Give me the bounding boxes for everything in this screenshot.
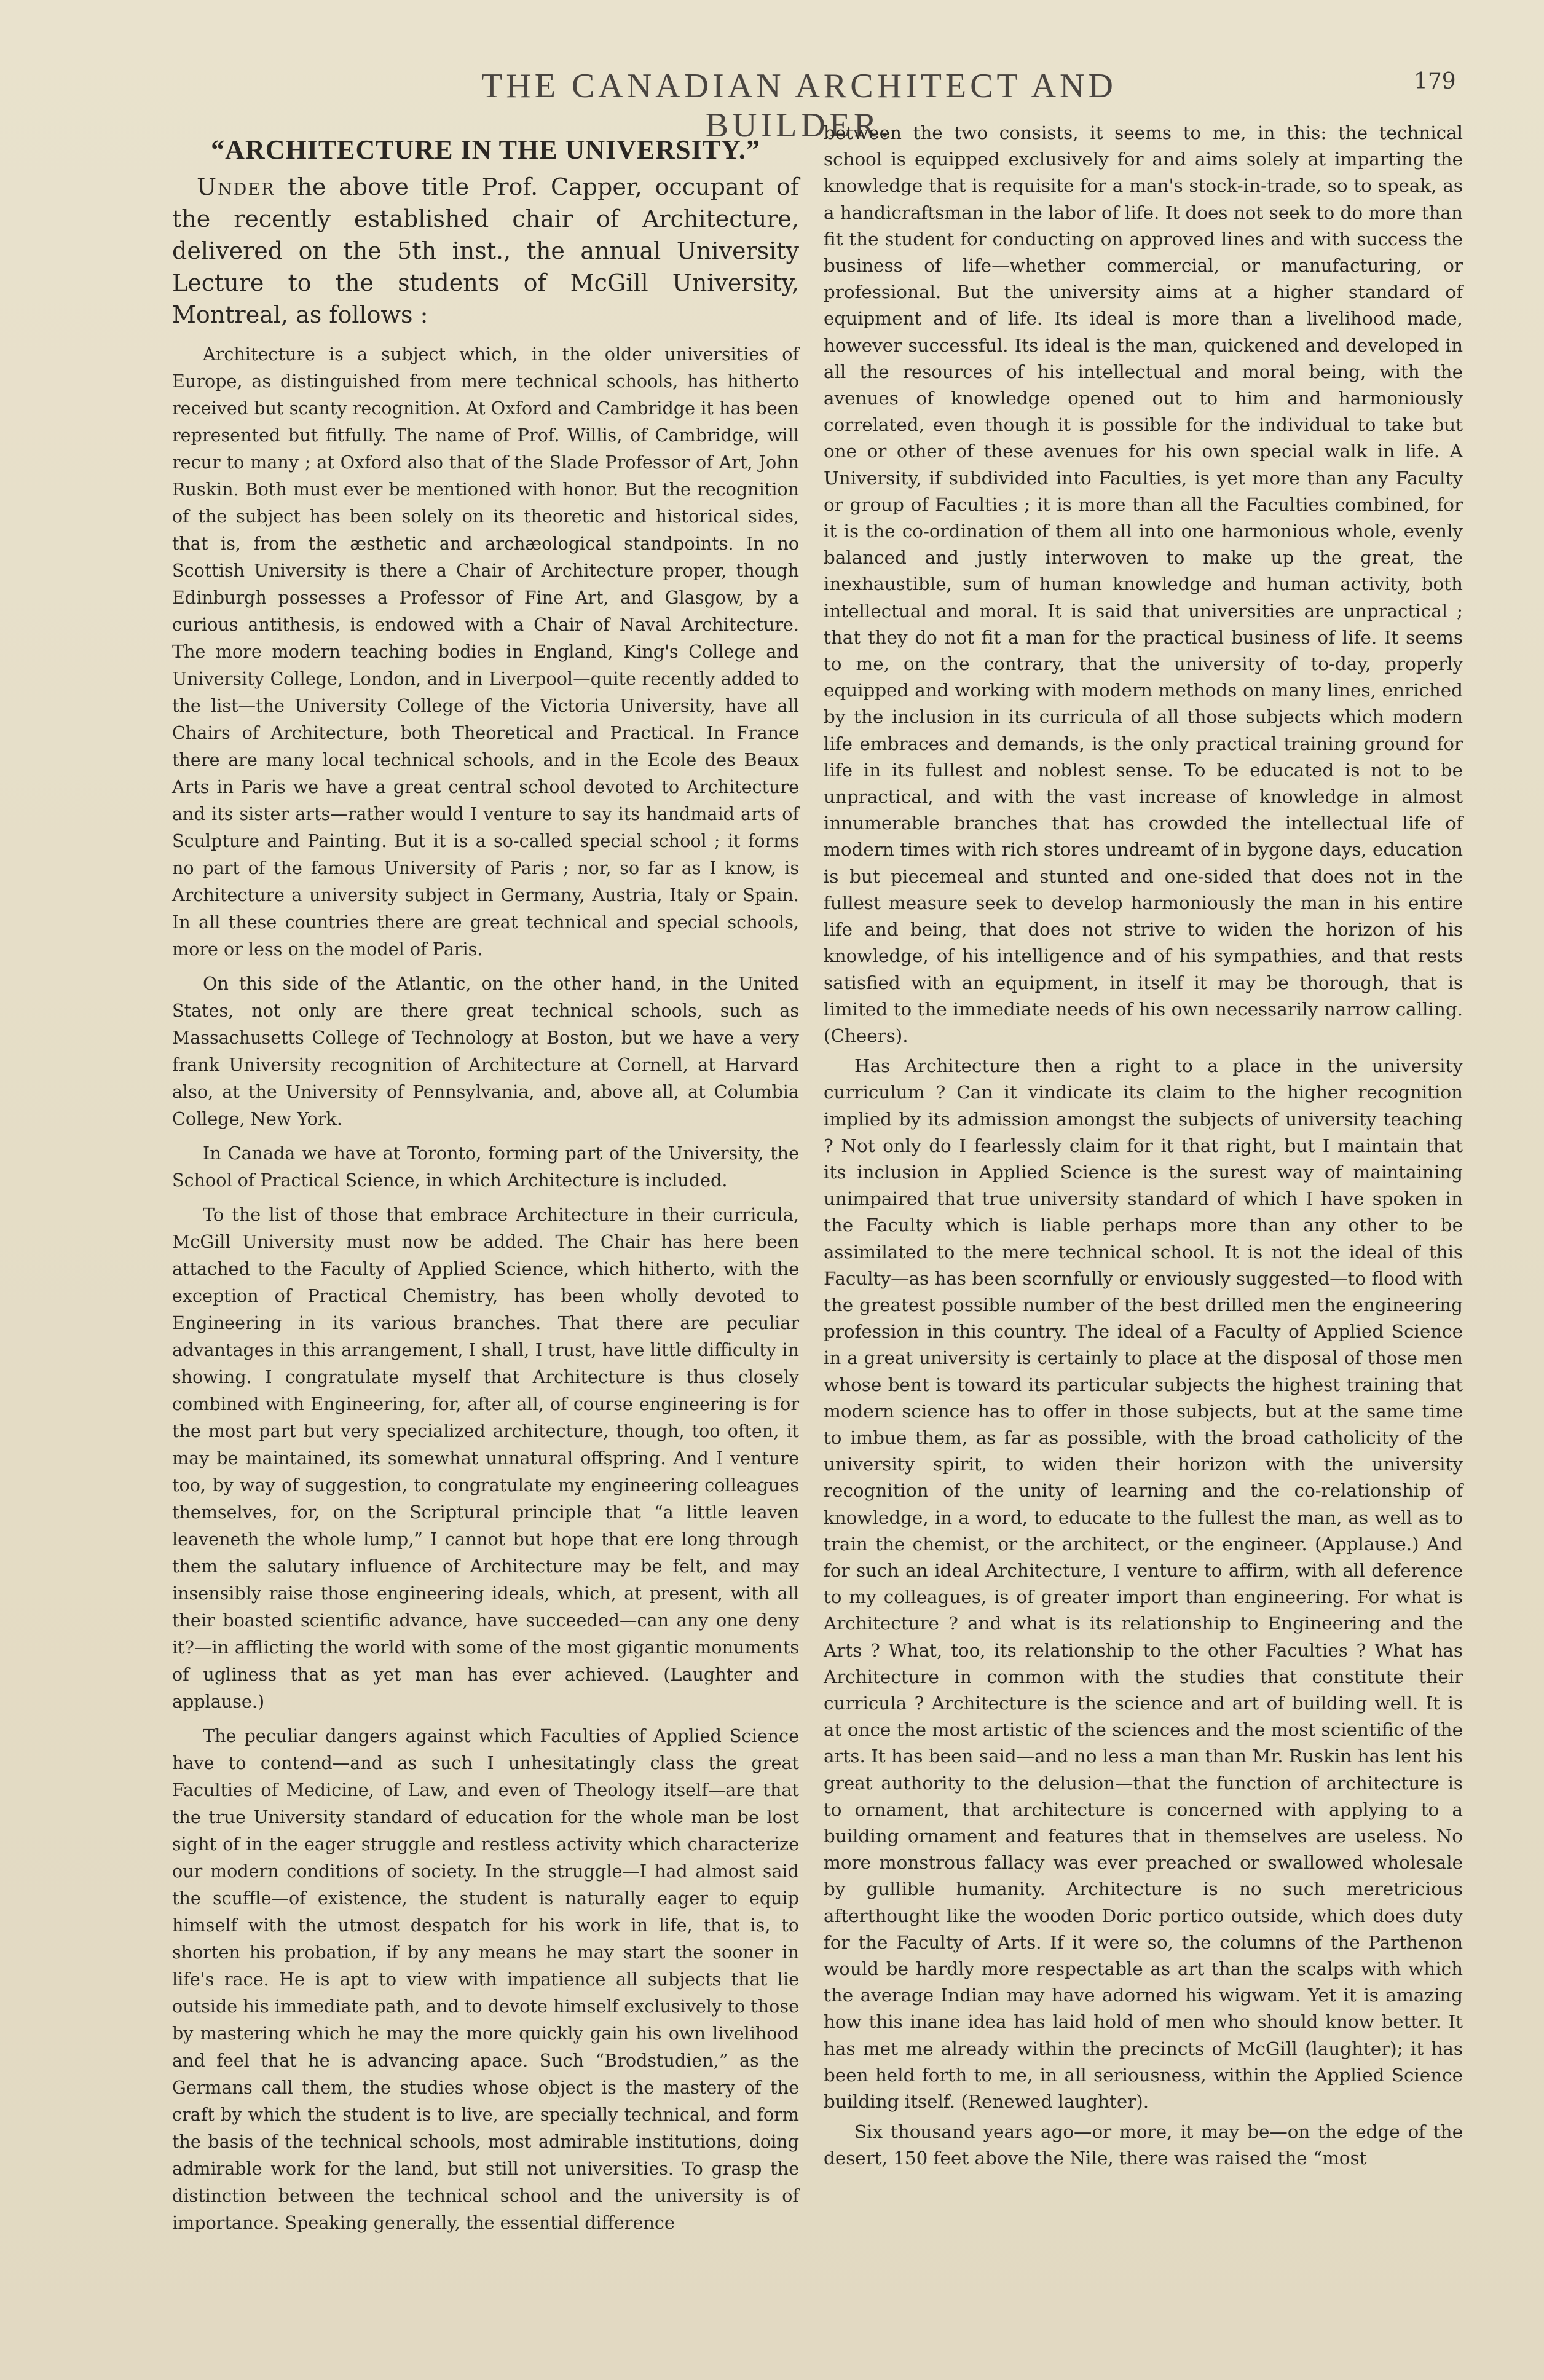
right-column [824, 120, 1463, 2176]
article-intro [172, 171, 799, 331]
paragraph: Has Architecture then a right to a place in the university curriculum ? Can it vindicate its claim to the higher recognition implied by its admission amongst the subjects of university teaching ? Not only do I fearlessly claim for it that right, but I maintain that its inclusion in Applied Science is the surest way of maintaining unimpaired that true university standard of which I have spoken in the Faculty which is liable perhaps more than any other to be assimilated to the mere technical school. It is not the ideal of this Faculty—as has been scornfully or enviously suggested—to flood with the greatest possible number of the best drilled men the engineering profession in this country. The ideal of a Faculty of Applied Science in a great university is certainly to place at the disposal of those men whose bent is toward its particular subjects the highest training that modern science has to offer in those subjects, but at the same time to imbue them, as far as possible, with the broad catholicity of the university spirit, to widen their horizon with the university recognition of the unity of learning and the co-relationship of knowledge, in a word, to educate to the fullest the man, as well as to train the chemist, or the architect, or the engineer. (Applause.) And for such an ideal Architecture, I venture to affirm, with all deference to my colleagues, is of greater import than engineering. For what is Architecture ? and what is its relationship to Engineering and the Arts ? What, too, its relationship to the other Faculties ? What has Architecture in common with the studies that constitute their curricula ? Architecture is the science and art of building well. It is at once the most artistic of the sciences and the most scientific of the arts. It has been said—and no less a man than Mr. Ruskin has lent his great authority to the delusion—that the function of architecture is to ornament, that architecture is concerned with applying to a building ornament and features that in themselves are useless. No more monstrous fallacy was ever preached or swallowed wholesale by gullible humanity. Architecture is no such meretricious afterthought like the wooden Doric portico outside, which does duty for the Faculty of Arts. If it were so, the columns of the Parthenon would be hardly more respectable as art than the scalps with which the average Indian may have adorned his wigwam. Yet it is amazing how this inane idea has laid hold of men who should know better. It has met me already within the precincts of McGill (laughter); it has been held forth to me, in all seriousness, within the Applied Science building itself. (Renewed laughter). [824, 1055, 1463, 2113]
paragraph: To the list of those that embrace Architecture in their curricula, McGill University must now be added. The Chair has here been attached to the Faculty of Applied Science, which hitherto, with the exception of Practical Chemistry, has been wholly devoted to Engineering in its various branches. That there are peculiar advantages in this arrangement, I shall, I trust, have little difficulty in showing. I congratulate myself that Architecture is thus closely combined with Engineering, for, after all, of course engineering is for the most part but very specialized architecture, though, too often, it may be maintained, its somewhat unnatural offspring. And I venture too, by way of suggestion, to congratulate my engineering colleagues themselves, for, on the Scriptural principle that “a little leaven leaveneth the whole lump,” I cannot but hope that ere long through them the salutary influence of Architecture may be felt, and may insensibly raise those engineering ideals, which, at present, with all their boasted scientific advance, have succeeded—can any one deny it?—in afflicting the world with some of the most gigantic monuments of ugliness that as yet man has ever achieved. (Laughter and applause.) [172, 1204, 799, 1712]
running-title: THE CANADIAN ARCHITECT AND BUILDER. [481, 67, 1117, 144]
intro-text: the above title Prof. Capper, occupant of the recently established chair of Architecture, delivered on the 5th inst., the annual University Lecture to the students of McGill University, Montreal, as follows : [172, 173, 799, 328]
paragraph: In Canada we have at Toronto, forming part of the University, the School of Practical Science, in which Architecture is included. [172, 1143, 799, 1191]
paragraph: Six thousand years ago—or more, it may be—on the edge of the desert, 150 feet above the Nile, there was raised the “most [824, 2121, 1463, 2169]
page-number: 179 [1414, 69, 1456, 94]
paragraph: between the two consists, it seems to me, in this: the technical school is equipped exclusively for and aims solely at imparting the knowledge that is requisite for a man's stock-in-trade, so to speak, as a handicraftsman in the labor of life. It does not seek to do more than fit the student for conducting on approved lines and with success the business of life—whether commercial, or manufacturing, or professional. But the university aims at a higher standard of equipment and of life. Its ideal is more than a livelihood made, however successful. Its ideal is the man, quickened and developed in all the resources of his intellectual and moral being, with the avenues of knowledge opened out to him and harmoniously correlated, even though it is possible for the individual to take but one or other of these avenues for his own special walk in life. A University, if subdivided into Faculties, is yet more than any Faculty or group of Faculties ; it is more than all the Faculties combined, for it is the co-ordination of them all into one harmonious whole, evenly balanced and justly interwoven to make up the great, the inexhaustible, sum of human knowledge and human activity, both intellectual and moral. It is said that universities are unpractical ; that they do not fit a man for the practical business of life. It seems to me, on the contrary, that the university of to-day, properly equipped and working with modern methods on many lines, enriched by the inclusion in its curricula of all those subjects which modern life embraces and demands, is the only practical training ground for life in its fullest and noblest sense. To be educated is not to be unpractical, and with the vast increase of knowledge in almost innumerable branches that has crowded the intellectual life of modern times with rich stores undreamt of in bygone days, education is but piecemeal and stunted and one-sided that does not in the fullest measure seek to develop harmoniously the man in his entire life and being, that does not strive to widen the horizon of his knowledge, of his intelligence and of his sympathies, and that rests satisfied with an equipment, in itself it may be thorough, that is limited to the immediate needs of his own necessarily narrow calling. (Cheers). [824, 122, 1463, 1046]
article-title: “ARCHITECTURE IN THE UNIVERSITY.” [211, 135, 760, 165]
intro-lead-word: Under [197, 173, 275, 200]
paragraph: Architecture is a subject which, in the older universities of Europe, as distinguished from mere technical schools, has hitherto received but scanty recognition. At Oxford and Cambridge it has been represented but fitfully. The name of Prof. Willis, of Cambridge, will recur to many ; at Oxford also that of the Slade Professor of Art, John Ruskin. Both must ever be mentioned with honor. But the recognition of the subject has been solely on its theoretic and historical sides, that is, from the æsthetic and archæological standpoints. In no Scottish University is there a Chair of Architecture proper, though Edinburgh possesses a Professor of Fine Art, and Glasgow, by a curious antithesis, is endowed with a Chair of Naval Architecture. The more modern teaching bodies in England, King's College and University College, London, and in Liverpool—quite recently added to the list—the University College of the Victoria University, have all Chairs of Architecture, both Theoretical and Practical. In France there are many local technical schools, and in the Ecole des Beaux Arts in Paris we have a great central school devoted to Architecture and its sister arts—rather would I venture to say its handmaid arts of Sculpture and Painting. But it is a so-called special school ; it forms no part of the famous University of Paris ; nor, so far as I know, is Architecture a university subject in Germany, Austria, Italy or Spain. In all these countries there are great technical and special schools, more or less on the model of Paris. [172, 344, 799, 959]
paragraph: On this side of the Atlantic, on the other hand, in the United States, not only are there great technical schools, such as Massachusetts College of Technology at Boston, but we have a very frank University recognition of Architecture at Cornell, at Harvard also, at the University of Pennsylvania, and, above all, at Columbia College, New York. [172, 973, 799, 1129]
paragraph: The peculiar dangers against which Faculties of Applied Science have to contend—and as such I unhesitatingly class the great Faculties of Medicine, of Law, and even of Theology itself—are that the true University standard of education for the whole man be lost sight of in the eager struggle and restless activity which characterize our modern conditions of society. In the struggle—I had almost said the scuffle—of existence, the student is naturally eager to equip himself with the utmost despatch for his work in life, that is, to shorten his probation, if by any means he may start the sooner in life's race. He is apt to view with impatience all subjects that lie outside his immediate path, and to devote himself exclusively to those by mastering which he may the more quickly gain his own livelihood and feel that he is advancing apace. Such “Brodstudien,” as the Germans call them, the studies whose object is the mastery of the craft by which the student is to live, are specially technical, and form the basis of the technical schools, most admirable institutions, doing admirable work for the land, but still not universities. To grasp the distinction between the technical school and the university is of importance. Speaking generally, the essential difference [172, 1725, 799, 2233]
left-column [172, 123, 799, 2244]
